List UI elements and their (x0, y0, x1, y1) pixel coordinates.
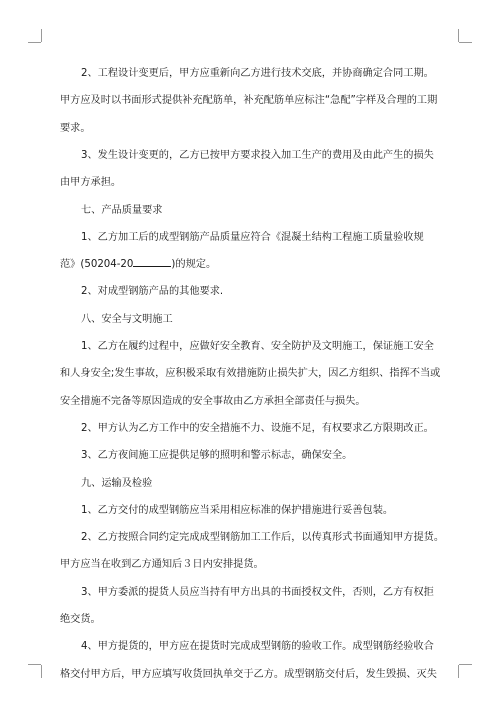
standard-code: 范》(50204-20 (60, 259, 134, 271)
text-line: 和人身安全;发生事故，应积极采取有效措施防止损失扩大，因乙方组织、指挥不当或 (60, 368, 441, 380)
text-line: 甲方应当在收到乙方通知后３日内安排提货。 (60, 559, 264, 571)
text-line: 绝交货。 (60, 613, 101, 625)
text-line: 格交付甲方后，甲方应填写收货回执单交于乙方。成型钢筋交付后，发生毁损、灭失 (60, 668, 437, 680)
paragraph (60, 442, 444, 469)
text-line: 由甲方承担。 (60, 177, 122, 189)
text-line: 2、乙方按照合同约定完成成型钢筋加工工作后，以传真形式书面通知甲方提货。 (81, 532, 445, 544)
text-line: 1、乙方交付的成型钢筋应当采用相应标准的保护措施进行妥善包装。 (81, 504, 394, 516)
paragraph (60, 415, 444, 442)
crop-mark-bottom-right-h (459, 664, 472, 665)
section-heading (60, 306, 444, 333)
crop-mark-bottom-left-h (28, 664, 41, 665)
paragraph (60, 60, 444, 142)
text-line: 安全措施不完备等原因造成的安全事故由乙方承担全部责任与损失。 (60, 395, 366, 407)
text-line: 1、乙方加工后的成型钢筋产品质量应符合《混凝土结构工程施工质量验收规 (81, 231, 424, 243)
text-line: 1、乙方在履约过程中，应做好安全教育、安全防护及文明施工，保证施工安全 (81, 341, 434, 352)
heading-text: 七、产品质量要求 (81, 204, 163, 216)
paragraph (60, 579, 444, 634)
text-line: 2、对成型钢筋产品的其他要求. (81, 286, 224, 298)
text-line: 3、乙方夜间施工应提供足够的照明和警示标志，确保安全。 (81, 450, 353, 462)
heading-text: 九、运输及检验 (81, 477, 153, 489)
text-fragment: )的规定。 (171, 259, 217, 271)
crop-mark-top-right-v (458, 29, 459, 42)
paragraph (60, 333, 444, 415)
paragraph (60, 524, 444, 579)
crop-mark-top-left-h (28, 42, 41, 43)
section-heading (60, 470, 444, 497)
text-line: 3、甲方委派的提货人员应当持有甲方出具的书面授权文件，否则，乙方有权拒 (81, 586, 434, 598)
paragraph (60, 224, 444, 279)
heading-text: 八、安全与文明施工 (81, 313, 173, 325)
text-line: 4、甲方提货的，甲方应在提货时完成成型钢筋的验收工作。成型钢筋经验收合 (81, 641, 434, 653)
crop-mark-top-right-h (459, 42, 472, 43)
text-line: 2、甲方认为乙方工作中的安全措施不力、设施不足，有权要求乙方限期改正。 (81, 422, 434, 434)
paragraph (60, 142, 444, 197)
section-heading (60, 197, 444, 224)
text-line (60, 251, 444, 278)
text-line: 甲方应及时以书面形式提供补充配筋单，补充配筋单应标注“急配”字样及合理的工期 (60, 95, 438, 107)
blank-underline (133, 257, 171, 267)
crop-mark-top-left-v (41, 29, 42, 42)
paragraph (60, 497, 444, 524)
crop-mark-bottom-left-v (41, 665, 42, 678)
text-line: 要求。 (60, 122, 91, 134)
paragraph (60, 633, 444, 688)
crop-mark-bottom-right-v (458, 665, 459, 678)
text-line: 3、发生设计变更的，乙方已按甲方要求投入加工生产的费用及由此产生的损失 (81, 149, 434, 161)
text-line: 2、工程设计变更后，甲方应重新向乙方进行技术交底，并协商确定合同工期。 (81, 68, 434, 79)
paragraph (60, 278, 444, 305)
